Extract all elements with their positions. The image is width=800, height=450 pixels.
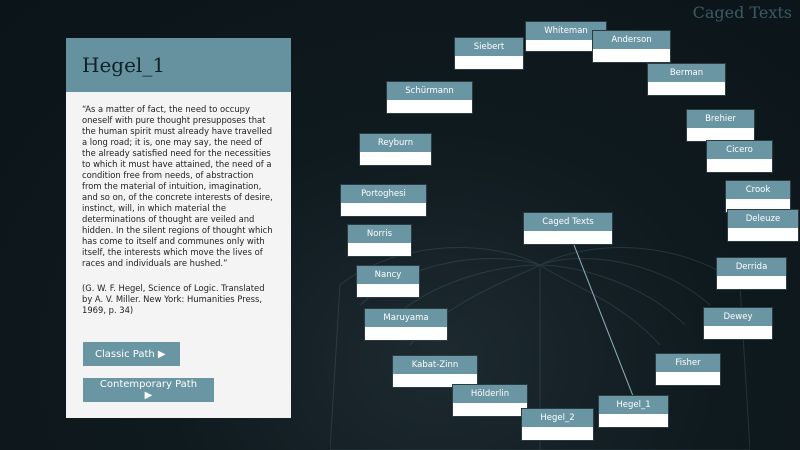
quote-text: “As a matter of fact, the need to occupy oneself with pure thought presupposes that the human spirit must already have travelled a long road; it is, one may say, the need of the already satisfied need for the necessities to which it must have attained, the need of a condition free from needs, of abstraction from the material of intuition, imagination, and so on, of the concrete interests of desire, instinct, will, in which material the determinations of thought are veiled and hidden. In the silent regions of thought which has come to itself and communes only with itself, the interests which move the lives of races and individuals are hushed.” [82,104,273,268]
node-label: Caged Texts [524,213,612,231]
node-cicero[interactable] [706,140,773,173]
node-label: Hegel_1 [599,396,668,414]
panel-header [66,38,291,92]
node-derrida[interactable] [716,257,787,290]
node-label: Crook [726,181,790,199]
node-dewey[interactable] [703,307,773,340]
node-holderlin[interactable] [452,384,528,417]
node-label: Kabat-Zinn [393,356,477,374]
node-label: Schürmann [387,82,472,100]
node-deleuze[interactable] [727,209,799,242]
node-maruyama[interactable] [364,308,448,341]
node-label: Deleuze [728,210,798,228]
classic-path-button[interactable]: Classic Path ▶ [83,342,180,366]
node-label: Cicero [707,141,772,159]
node-label: Reyburn [360,134,431,152]
node-label: Maruyama [365,309,447,327]
quote-panel [66,38,291,418]
node-hegel-1[interactable] [598,395,669,428]
node-label: Whiteman [526,22,606,40]
node-label: Portoghesi [341,185,426,203]
node-fisher[interactable] [655,353,721,386]
node-brehier[interactable] [686,109,755,142]
node-label: Hegel_2 [522,409,593,427]
node-norris[interactable] [347,224,412,257]
brand-title: Caged Texts [692,3,792,22]
node-label: Norris [348,225,411,243]
quote-citation: (G. W. F. Hegel, Science of Logic. Translated by A. V. Miller. New York: Humanities Press, 1969, p. 34) [82,283,265,315]
panel-title: Hegel_1 [82,53,166,77]
contemporary-path-button[interactable]: Contemporary Path ▶ [83,378,214,402]
node-anderson[interactable] [592,30,671,63]
link-caged-hegel1 [574,245,633,396]
node-label: Berman [648,64,725,82]
node-label: Siebert [455,38,523,56]
node-reyburn[interactable] [359,133,432,166]
node-label: Hölderlin [453,385,527,403]
node-label: Nancy [357,266,419,284]
node-label: Anderson [593,31,670,49]
node-caged-texts[interactable] [523,212,613,245]
node-schurmann[interactable] [386,81,473,114]
node-label: Derrida [717,258,786,276]
node-siebert[interactable] [454,37,524,70]
node-label: Brehier [687,110,754,128]
node-label: Fisher [656,354,720,372]
node-portoghesi[interactable] [340,184,427,217]
node-hegel-2[interactable] [521,408,594,441]
node-nancy[interactable] [356,265,420,298]
node-berman[interactable] [647,63,726,96]
node-label: Dewey [704,308,772,326]
